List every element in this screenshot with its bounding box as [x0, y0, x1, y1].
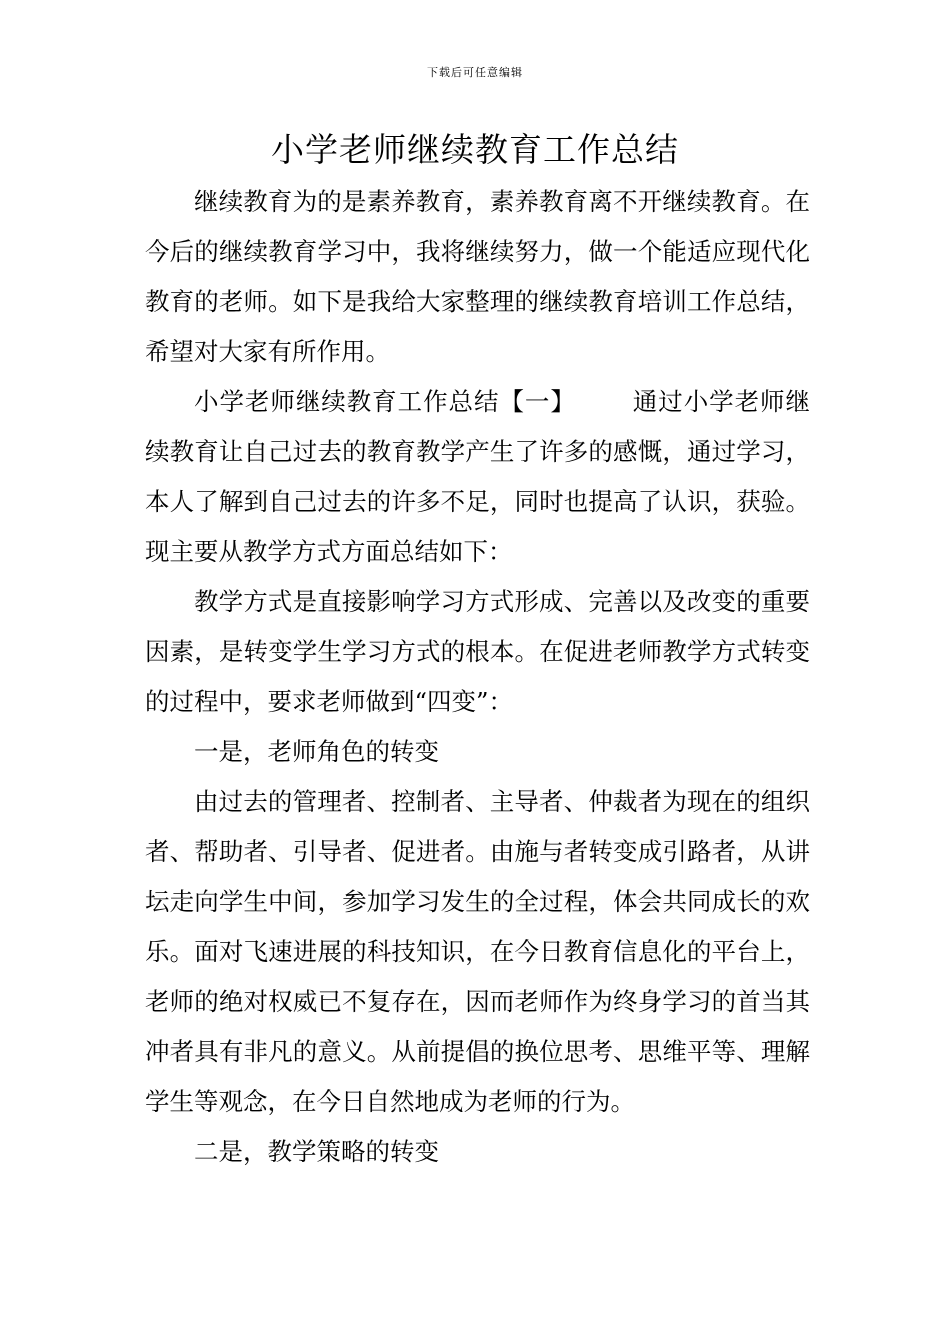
- point-one-heading: 一是，老师角色的转变: [194, 737, 439, 766]
- point-one-paragraph: 由过去的管理者、控制者、主导者、仲裁者为现在的组织者、帮助者、引导者、促进者。由施与者转变成引路者，从讲坛走向学生中间，参加学习发生的全过程，体会共同成长的欢乐。面对飞速进展的科技知识，在今日教育信息化的平台上，老师的绝对权威已不复存在，因而老师作为终身学习的首当其冲者具有非凡的意义。从前提倡的换位思考、思维平等、理解学生等观念，在今日自然地成为老师的行为。: [145, 787, 810, 1116]
- section-one-text: 通过小学老师继续教育让自己过去的教育教学产生了许多的感慨，通过学习，本人了解到自己过去的许多不足，同时也提高了认识，获验。现主要从教学方式方面总结如下：: [145, 387, 811, 566]
- section-one-heading: 小学老师继续教育工作总结【一】: [194, 387, 576, 416]
- intro-paragraph: 继续教育为的是素养教育，素养教育离不开继续教育。在今后的继续教育学习中，我将继续努力，做一个能适应现代化教育的老师。如下是我给大家整理的继续教育培训工作总结，希望对大家有所作用。: [145, 187, 810, 366]
- section-one-paragraph: [145, 377, 810, 577]
- header-note: 下载后可任意编辑: [427, 66, 523, 79]
- document-body: [145, 177, 810, 1177]
- document-title: 小学老师继续教育工作总结: [271, 130, 679, 169]
- teaching-method-paragraph: 教学方式是直接影响学习方式形成、完善以及改变的重要因素，是转变学生学习方式的根本。在促进老师教学方式转变的过程中，要求老师做到“四变”：: [145, 587, 810, 716]
- point-two-heading: 二是，教学策略的转变: [194, 1137, 439, 1166]
